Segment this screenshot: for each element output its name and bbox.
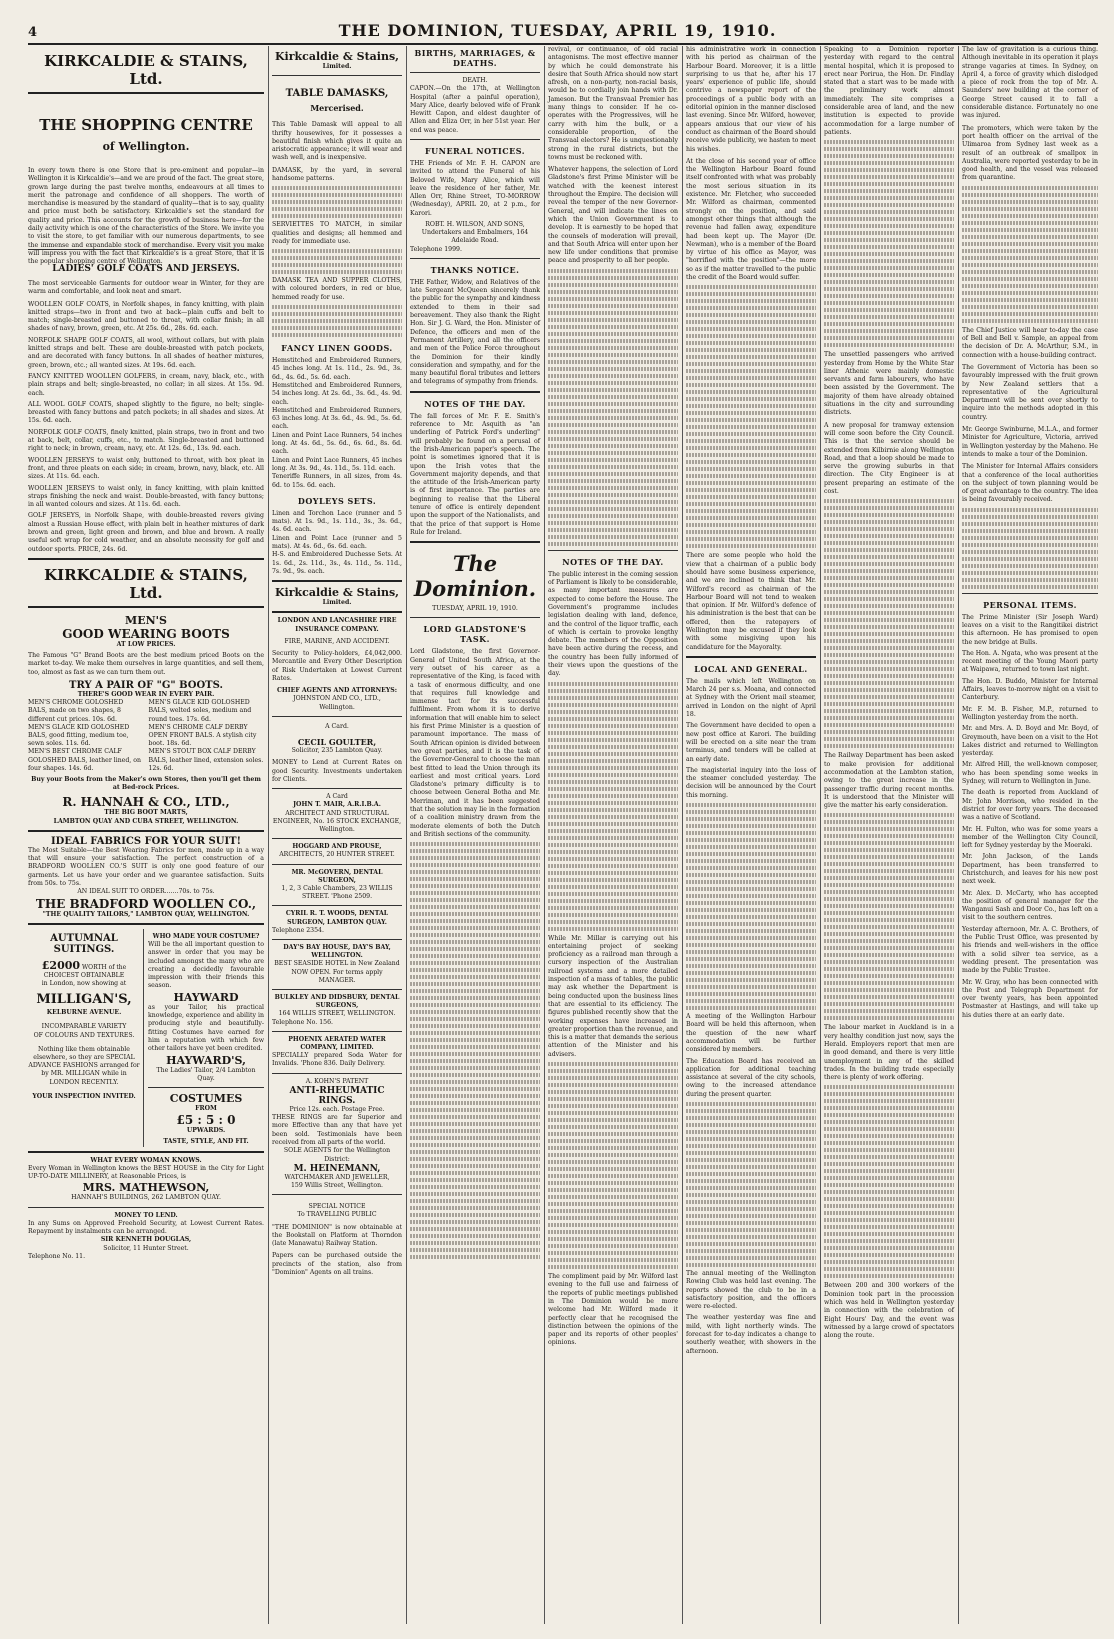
- hayward-head: WHO MADE YOUR COSTUME?: [152, 932, 260, 940]
- editorial-paragraph: revival, or continuance, of old racial antagonisms. The most effective manner by which he could demonstrate his desire that South Africa should now start afresh, on a non-party, non-racial basis, would be to cordially join hands with Dr. Jameson. But the Transvaal Premier has many things to consider. If he co-operates with the Progressives, will he carry with him the bulk, or a considerable proportion, of the Transvaal electors? He is unquestionably strong in the rural districts, but the towns must be reckoned with.: [548, 46, 678, 161]
- boots-title: GOOD WEARING BOOTS: [62, 626, 230, 641]
- shopping-centre-intro: In every town there is one Store that is pre-eminent and popular—in Wellington it is Kirkcaldie's—and we are proud of the fact. The great store, grown large during the past twelve months, endeavours at all times to merit the patronage and confidence of all shoppers. The worth of merchandise is measured by the standard of quality—that is to say, quality and price must both be satisfactory. Kirkcaldie's set the standard for quality and price. This accounts for the growth of business here—for the daily activity which is one of the characteristics of the Store. We invite you to visit the store, to get familiar with our numerous departments, to see the immense and expandable stock of merchandise. Every visit you make will impress you with the fact that Kirkcaldie's is a great Store, that it is the popular shopping centre of Wellington.: [28, 167, 264, 266]
- rings-trade: WATCHMAKER AND JEWELLER,: [284, 1173, 390, 1181]
- news-paragraph: The promoters, which were taken by the port health officer on the arrival of the Ulimaroa from Sydney last week as a result of an outbreak of smallpox in Australia, were reported yesterday to be in good health, and the vessel was released from quarantine.: [962, 124, 1098, 182]
- loan-head: MONEY TO LEND.: [114, 1211, 178, 1219]
- personal-item: Yesterday afternoon, Mr. A. C. Brothers, of the Public Trust Office, was presented by his friends and well-wishers in the office with a solid silver tea service, as a wedding present. The presentation was made by the Public Trustee.: [962, 925, 1098, 975]
- golf-item: NORFOLK GOLF COATS, finely knitted, plain straps, two in front and two at back, belt, collar, cuffs, etc., to match. Single-breasted and buttoned right to neck; in brown, cream, navy, etc. At 12s. 6d., 13s. 9d. each.: [28, 428, 264, 453]
- hayward-name: HAYWARD: [173, 990, 239, 1004]
- costumes-from: FROM: [195, 1104, 217, 1112]
- doyley-item: Linen and Torchon Lace (runner and 5 mats). At 1s. 9d., 1s. 11d., 3s., 3s. 6d., 4s. 6d. each.: [272, 509, 402, 534]
- llf-agent-town: Wellington.: [319, 703, 355, 711]
- dominion-flag: The Dominion.: [413, 551, 537, 602]
- column-4: [548, 46, 678, 1624]
- editorial-paragraph: While Mr. Millar is carrying out his entertaining project of seeking proficiency as a railroad man through a cursory inspection of the Australian railroad systems and a more detailed inspection of a mass of tables, the public may ask whether the Department is being conducted upon the business lines that are essential to its efficiency. The figures published recently show that the working expenses have increased in greater proportion than the revenue, and this is a matter that demands the serious attention of the Minister and his advisers.: [548, 934, 678, 1058]
- notes-head: NOTES OF THE DAY.: [424, 398, 526, 409]
- damask-sub: Mercerised.: [310, 103, 364, 114]
- personal-head: PERSONAL ITEMS.: [983, 599, 1077, 610]
- card2-name: JOHN T. MAIR, A.R.I.B.A.: [293, 801, 381, 809]
- hogg-sub: ARCHITECTS, 20 HUNTER STREET.: [279, 851, 395, 859]
- card1-name: CECIL GOULTER,: [297, 737, 377, 747]
- hannah-addr: LAMBTON QUAY AND CUBA STREET, WELLINGTON.: [53, 817, 239, 825]
- rings-addr: 159 Willis Street, Wellington.: [290, 1181, 384, 1189]
- column-7: [962, 46, 1098, 1624]
- women-addr: HANNAH'S BUILDINGS, 262 LAMBTON QUAY.: [71, 1194, 221, 1202]
- milligan-line: CHOICEST OBTAINABLE: [43, 971, 125, 979]
- k2-title: Kirkcaldie & Stains,: [275, 586, 399, 600]
- damask-item: DAMASK TEA AND SUPPER CLOTHS, with coloured borders, in red or blue, hemmed ready for use.: [272, 277, 402, 301]
- damask-head: TABLE DAMASKS,: [285, 88, 389, 100]
- news-paragraph: The Railway Department has been asked to make provision for additional accommodation at the Lambton station, owing to the great increase in the passenger traffic during recent months. It is understood that the Minister will give the matter his early consideration.: [824, 752, 954, 810]
- llf-title: LONDON AND LANCASHIRE FIRE INSURANCE COMPANY.: [277, 617, 397, 633]
- doyley-item: Linen and Point Lace (runner and 5 mats). At 4s. 6d., 6s. 6d. each.: [272, 534, 402, 550]
- milligan-line: OF COLOURS AND TEXTURES.: [33, 1031, 135, 1039]
- bulkley-name: BULKLEY AND DIDSBURY, DENTAL SURGEONS,: [274, 993, 400, 1010]
- milligan-line: AUTUMNAL: [50, 932, 118, 944]
- llf-sub: FIRE, MARINE, AND ACCIDENT.: [284, 637, 390, 645]
- funeral-head: FUNERAL NOTICES.: [424, 145, 526, 156]
- phoenix-name: PHOENIX AERATED WATER COMPANY, LIMITED.: [288, 1035, 386, 1051]
- personal-item: Mr. Alfred Hill, the well-known composer, who has been spending some weeks in Sydney, will return to Wellington in June.: [962, 761, 1098, 786]
- notices-sub: To TRAVELLING PUBLIC: [297, 1211, 377, 1219]
- hayward-text2: as your Tailor, his practical knowledge, experience and ability in producing style and beautifully-fitting Costumes have earned for him a reputation with which few other tailors have yet been credited.: [148, 1003, 264, 1053]
- text-lines: [824, 499, 954, 748]
- milligan-line: SUITINGS.: [53, 943, 115, 955]
- suit-text: The Most Suitable—the Best Wearing Fabrics for men, made up in a way that will ensure your satisfaction. The perfect construction of a BRADFORD WOOLLEN CO.'S SUIT is only one good feature of our garments. Let us have your order and we guarantee satisfaction. Suits from 50s. to 75s.: [28, 846, 264, 888]
- column-5: [686, 46, 816, 1624]
- doyley-item: H-S. and Embroidered Duchesse Sets. At 1s. 6d., 2s. 11d., 3s., 4s. 11d., 5s. 11d., 7s. 9d., 9s. each.: [272, 551, 402, 575]
- costumes-taste: TASTE, STYLE, AND FIT.: [163, 1138, 249, 1146]
- newspaper-page: [28, 14, 1098, 1624]
- golf-intro: The most serviceable Garments for outdoor wear in Winter, for they are warm and comfortable, and look neat and smart.: [28, 280, 264, 296]
- notices-head: SPECIAL NOTICE: [308, 1203, 366, 1211]
- milligan-line: INCOMPARABLE VARIETY: [41, 1023, 127, 1031]
- death-head: DEATH.: [462, 77, 488, 84]
- rings-text: THESE RINGS are far Superior and more Effective than any that have yet been sold. Testimonials have been received from all parts of the world.: [272, 1114, 402, 1147]
- column-2: [272, 46, 402, 1624]
- costumes-title: COSTUMES: [169, 1091, 243, 1105]
- loan-text: In any Sums on Approved Freehold Security, at Lowest Current Rates. Repayment by instalments can be arranged.: [28, 1219, 264, 1236]
- damask-item: SERVIETTES TO MATCH, in similar qualities and designs; all hemmed and ready for immediate use.: [272, 221, 402, 245]
- editorial-paragraph: At the close of his second year of office the Wellington Harbour Board found itself confronted with what was probably the most serious situation in its existence. Mr. Fletcher, who succeeded Mr. Wilford as chairman, commented strongly on the position, and said amongst other things that although the revenue had fallen away, expenditure had been kept up. The Mayor (Dr. Newman), who is a member of the Board by virtue of his office as Mayor, was "horrified with the position"—the more so as if the matter travelled to the public the credit of the Board would suffer.: [686, 157, 816, 282]
- editorial-paragraph: Whatever happens, the selection of Lord Gladstone's first Prime Minister will be watched with the keenest interest throughout the Empire. The decision will reveal the temper of the new Governor-General, and will indicate the lines on which the Union Government is to develop. It is earnestly to be hoped that the counsels of moderation will prevail, and that South Africa will enter upon her new life under conditions that promise peace and prosperity to all her people.: [548, 166, 678, 265]
- bradford-sub: "THE QUALITY TAILORS," LAMBTON QUAY, WELLINGTON.: [42, 910, 250, 918]
- days-text: BEST SEASIDE HOTEL in New Zealand NOW OPEN. For terms apply MANAGER.: [274, 960, 400, 984]
- card2-text: ARCHITECT AND STRUCTURAL ENGINEER, No. 16 STOCK EXCHANGE, Wellington.: [272, 809, 402, 833]
- milligan-ad: [28, 929, 144, 1147]
- column-6: [824, 46, 954, 1624]
- funeral-sign: ROBT. H. WILSON, AND SONS, Undertakers and Embalmers, 164 Adelaide Road.: [421, 221, 529, 245]
- damask-text: This Table Damask will appeal to all thrifty housewives, for it possesses a beautiful finish which gives it quite an aristocratic appearance; it will wear and wash well, and is inexpensive.: [272, 121, 402, 162]
- local-item: The magisterial inquiry into the loss of the steamer concluded yesterday. The decision will be announced by the Court this morning.: [686, 766, 816, 799]
- woods-phone: Telephone 2354.: [272, 926, 324, 934]
- bmd-head: BIRTHS, MARRIAGES, & DEATHS.: [414, 48, 536, 68]
- golf-item: WOOLLEN GOLF COATS, in Norfolk shapes, in fancy knitting, with plain knitted straps—two in front and two at back—plain cuffs and belt to match; single-breasted and buttoned to throat, with collar finish; in all shades of navy, brown, green, etc. At 25s. 6d., 28s. 6d. each.: [28, 300, 264, 333]
- milligan-line: Nothing like them obtainable elsewhere, so they are SPECIAL ADVANCE FASHIONS arranged for by MR. MILLIGAN while in LONDON RECENTLY.: [28, 1045, 140, 1086]
- hannah-sub: THE BIG BOOT MARTS,: [104, 809, 188, 817]
- fancy-item: Hemstitched and Embroidered Runners, 63 inches long. At 3s. 6d., 4s. 9d., 5s. 6d. each.: [272, 406, 402, 431]
- llf-text: Security to Policy-holders, £4,042,000. Mercantile and Every Other Description of Risk Undertaken at Lowest Current Rates.: [272, 650, 402, 682]
- boots-item: MEN'S GLACE KID GOLOSHED BALS, welted soles, medium and round toes. 17s. 6d.: [148, 699, 252, 723]
- boots-heading: MEN'S: [125, 613, 167, 627]
- sub-head: NOTES OF THE DAY.: [562, 556, 664, 567]
- milligan-line: YOUR INSPECTION INVITED.: [32, 1092, 136, 1100]
- text-lines: [410, 842, 540, 1259]
- text-lines: [548, 269, 678, 546]
- hayward-ad: [148, 929, 264, 1147]
- boots-sub: AT LOW PRICES.: [116, 640, 176, 648]
- text-lines: [686, 1102, 816, 1267]
- fancy-item: Hemstitched and Embroidered Runners, 54 inches long. At 2s. 6d., 3s. 6d., 4s. 9d. each.: [272, 381, 402, 406]
- news-paragraph: The law of gravitation is a curious thing. Although inevitable in its operation it plays strange vagaries at times. In Sydney, on April 4, a force of gravity which dislodged a piece of rock from the top of Mr. A. Saunders' new building at the corner of George Street caused it to fall a considerable distance. Fortunately no one was injured.: [962, 46, 1098, 120]
- local-item: A meeting of the Wellington Harbour Board will be held this afternoon, when the question of the new wharf accommodation will be further considered by members.: [686, 1013, 816, 1054]
- loan-name: SIR KENNETH DOUGLAS,: [100, 1236, 192, 1244]
- personal-item: Mr. H. Fulton, who was for some years a member of the Wellington City Council, left for Sydney yesterday by the Moeraki.: [962, 825, 1098, 850]
- bulkley-phone: Telephone No. 156.: [272, 1018, 333, 1026]
- loan-phone: Telephone No. 11.: [28, 1252, 86, 1260]
- personal-item: The death is reported from Auckland of Mr. John Morrison, who resided in the district for over forty years. The deceased was a native of Scotland.: [962, 789, 1098, 822]
- rings-price: Price 12s. each. Postage Free.: [289, 1105, 385, 1113]
- local-item: The Education Board has received an application for additional teaching assistance at several of the city schools, owing to the increased attendance during the present quarter.: [686, 1057, 816, 1098]
- news-paragraph: A new proposal for tramway extension will come soon before the City Council. This is that the service should be extended from Kilbirnie along Wellington Road, and that a loop should be made to serve the growing suburbs in that direction. The City Engineer is at present preparing an estimate of the cost.: [824, 421, 954, 496]
- personal-item: The Hon. A. Ngata, who was present at the recent meeting of the Young Maori party at Waipawa, returned to town last night.: [962, 649, 1098, 674]
- hannah-name: R. HANNAH & CO., LTD.,: [62, 795, 230, 810]
- personal-item: Mr. Alex. D. McCarty, who has accepted the position of general manager for the Wanganui Sash and Door Co., has left on a visit to the southern centres.: [962, 889, 1098, 922]
- local-item: The Government have decided to open a new post office at Karori. The building will be erected on a site near the tram terminus, and tenders will be called at an early date.: [686, 722, 816, 763]
- hayward-text: Will be the all important question to answer in order that you may be included amongst the many who are creating a decidedly favourable impression with their friends this season.: [148, 940, 264, 990]
- golf-item: ALL WOOL GOLF COATS, shaped slightly to the figure, no belt; single-breasted with fancy buttons and patch pockets; in all shades and sizes. At 15s. 6d. each.: [28, 400, 264, 425]
- news-paragraph: Speaking to a Dominion reporter yesterday with regard to the central mental hospital, which it is proposed to erect near Porirua, the Hon. Dr. Findlay stated that a start was to be made with the preliminary work almost immediately. The site comprises a considerable area of land, and the new institution is expected to provide accommodation for a large number of patients.: [824, 46, 954, 136]
- funeral-phone: Telephone 1999.: [410, 245, 462, 253]
- doyley-head: DOYLEYS SETS.: [297, 495, 377, 506]
- golf-item: WOOLLEN JERSEYS to waist only, buttoned to throat, with box pleat in front, and three pleats on each side; in cream, brown, navy, black, etc. All sizes. At 11s. 6d. each.: [28, 456, 264, 481]
- costumes-up: UPWARDS.: [186, 1127, 226, 1135]
- boots-intro: The Famous "G" Brand Boots are the best medium priced Boots on the market to-day. We make them ourselves in large quantities, and sell them, too, almost as fast as we can turn them out.: [28, 652, 264, 676]
- personal-item: The Prime Minister (Sir Joseph Ward) leaves on a visit to the Rangitikei district this afternoon. He has promised to open the new bridge at Bulls.: [962, 613, 1098, 646]
- loan-addr: Solicitor, 11 Hunter Street.: [103, 1244, 189, 1252]
- fancy-item: Linen and Point Lace Runners, 54 inches long. At 4s. 6d., 5s. 6d., 6s. 6d., 8s. 6d. each.: [272, 431, 402, 456]
- woods-name: CYRIL R. T. WOODS, DENTAL SURGEON, LAMBTON QUAY.: [285, 910, 389, 926]
- card2-head: A Card: [326, 793, 348, 801]
- page-number: 4: [28, 25, 38, 40]
- suit-title: IDEAL FABRICS FOR YOUR SUIT!: [50, 835, 242, 847]
- thanks-text: THE Father, Widow, and Relatives of the late Sergeant McQueen sincerely thank the public for the sympathy and kindness extended to them in their sad bereavement. They also thank the Right Hon. Sir J. G. Ward, the Hon. Minister of Defence, the officers and men of the Permanent Artillery, and all the officers and men of the Police Force throughout the Dominion for their kindly consideration and sympathy, and for the many beautiful floral tributes and letters and telegrams of sympathy from friends.: [410, 278, 540, 386]
- news-paragraph: The labour market in Auckland is in a very healthy condition just now, says the Herald. Employers report that men are in good demand, and there is very little unemployment in any of the skilled trades. In the building trade especially there is plenty of work offering.: [824, 1024, 954, 1082]
- golf-heading: LADIES' GOLF COATS AND JERSEYS.: [52, 264, 240, 274]
- column-3: [410, 46, 540, 1624]
- news-paragraph: The Chief Justice will hear to-day the case of Bell and Bell v. Sample, an appeal from the decision of Dr. A. McArthur, S.M., in connection with a house-building contract.: [962, 326, 1098, 359]
- hayward-addr: The Ladies' Tailor, 2/4 Lambton Quay.: [156, 1066, 256, 1082]
- price-list: [272, 186, 402, 218]
- bradford-name: THE BRADFORD WOOLLEN CO.,: [35, 896, 257, 911]
- boots-item: MEN'S BEST CHROME CALF GOLOSHED BALS, leather lined, on four shapes. 14s. 6d.: [28, 748, 141, 772]
- price-list: [272, 305, 402, 337]
- suit-order: AN IDEAL SUIT TO ORDER.......70s. to 75s.: [77, 888, 215, 896]
- text-lines: [548, 1062, 678, 1269]
- card1-text: Solicitor, 235 Lambton Quay.: [291, 747, 383, 754]
- k2-limited: Limited.: [322, 599, 352, 607]
- hogg-name: HOGGARD AND PROUSE,: [292, 843, 382, 851]
- mcgovern-name: MR. McGOVERN, DENTAL SURGEON,: [291, 868, 383, 884]
- notes-text: The fall forces of Mr. F. E. Smith's reference to Mr. Asquith as "an underling of Patrick Ford's underling" will probably be found on a perusal of the Irish-American paper's speech. The point is sometimes ignored that it is upon the Irish votes that the Government majority depends, and that the attitude of the Irish-American party is of first importance. The parties are beginning to realise that the Liberal tenure of office is entirely dependent upon the support of the Nationalists, and that the price of that support is Home Rule for Ireland.: [410, 412, 540, 536]
- women-text: Every Woman in Wellington knows the BEST HOUSE in the City for Light UP-TO-DATE MILLINERY, at Reasonable Prices, is: [28, 1164, 264, 1181]
- editorial-paragraph: his administrative work in connection with his period as chairman of the Harbour Board. Moreover, it is a little surprising to us that he, after his 17 years' experience of public life, should contrive a newspaper report of the proceedings of a public body with an editorial opinion in the manner disclosed last evening. Since Mr. Wilford, however, appears anxious that our view of his conduct as chairman of the Board should receive wide publicity, we hasten to meet his wishes.: [686, 46, 816, 153]
- days-name: DAY'S BAY HOUSE, DAY'S BAY, WELLINGTON.: [283, 943, 391, 960]
- editorial-paragraph: The public interest in the coming session of Parliament is likely to be considerable, as many important measures are expected to come before the House. The Government's programme includes legislation dealing with land, defence, and the control of the liquor traffic, each of which is certain to provoke lengthy debate. The members of the Opposition have been active during the recess, and the country has been fully informed of their views upon the questions of the day.: [548, 570, 678, 678]
- column-1: [28, 46, 264, 1624]
- rings-title: ANTI-RHEUMATIC RINGS.: [289, 1085, 385, 1106]
- editorial-paragraph: The compliment paid by Mr. Wilford last evening to the full use and fairness of the reports of public meetings published in The Dominion would be more welcome had Mr. Wilford made it perfectly clear that he recognised the distinction between the opinions of the paper and its reports of other peoples' opinions.: [548, 1273, 678, 1347]
- boots-try-sub: THERE'S GOOD WEAR IN EVERY PAIR.: [77, 691, 215, 698]
- text-lines: [962, 508, 1098, 589]
- fancy-head: FANCY LINEN GOODS.: [281, 343, 393, 354]
- text-lines: [824, 813, 954, 1020]
- damask-item: DAMASK, by the yard, in several handsome patterns.: [272, 166, 402, 182]
- card1-money: MONEY to Lend at Current Rates on good Security. Investments undertaken for Clients.: [272, 759, 402, 783]
- boots-item: MEN'S STOUT BOX CALF DERBY BALS, leather lined, extension soles. 12s. 6d.: [148, 748, 264, 772]
- funeral-text: THE Friends of Mr. F. H. CAPON are invited to attend the Funeral of his Beloved Wife, Mary Alice, which will leave the residence of her father, Mr. Allen Orr, Rhine Street, TO-MORROW (Wednesday), APRIL 20, at 2 p.m., for Karori.: [410, 159, 540, 217]
- milligan-line: WORTH of the: [81, 963, 127, 971]
- kirkcaldie-title-2: KIRKCALDIE & STAINS, Ltd.: [44, 565, 248, 602]
- local-item: The mails which left Wellington on March 24 per s.s. Moana, and connected at Sydney with the Orient mail steamer, arrived in London on the night of April 18.: [686, 677, 816, 719]
- milligan-amount: £2000: [41, 958, 81, 972]
- bulkley-addr: 164 WILLIS STREET, WELLINGTON.: [278, 1010, 396, 1018]
- leader-head: LORD GLADSTONE'S TASK.: [423, 624, 527, 645]
- personal-item: Mr. W. Gray, who has been connected with the Post and Telegraph Department for over twenty years, has been appointed Postmaster at Hastings, and will take up his duties there at an early date.: [962, 978, 1098, 1019]
- notices-text2: Papers can be purchased outside the precincts of the station, also from "Dominion" Agents on all trains.: [272, 1252, 402, 1277]
- women-name: MRS. MATHEWSON,: [82, 1181, 210, 1195]
- k-limited: Limited.: [322, 63, 352, 70]
- phoenix-text: SPECIALLY prepared Soda Water for Invalids. 'Phone 836. Daily Delivery.: [272, 1052, 402, 1068]
- text-lines: [824, 140, 954, 347]
- flag-date: TUESDAY, APRIL 19, 1910.: [432, 605, 518, 613]
- text-lines: [686, 285, 816, 548]
- golf-item: GOLF JERSEYS, in Norfolk Shape, with double-breasted revers giving almost a Russian House effect, with plain belt in heather mixtures of dark brown and green, light green and brown, and blue and brown. A really useful soft wrap for cold weather, and an absolute necessity for golf and outdoor sports. PRICE, 24s. 6d.: [28, 512, 264, 553]
- card1-head: A Card.: [325, 722, 349, 730]
- boots-item: MEN'S GLACE KID GOLOSHED BALS, good fitting, medium toe, sewn soles. 11s. 6d.: [28, 723, 130, 748]
- editorial-paragraph: There are some people who hold the view that a chairman of a public body should have some business experience, and we are inclined to think that Mr. Wilford's record as chairman of the Harbour Board will not tend to weaken that opinion. If Mr. Wilford's defence of his administration is the best that can be offered, then the ratepayers of Wellington may be excused if they look with some misgiving upon his candidature for the Mayoralty.: [686, 552, 816, 651]
- local-item: The annual meeting of the Wellington Rowing Club was held last evening. The reports showed the club to be in a satisfactory position, and the officers were re-elected.: [686, 1270, 816, 1311]
- personal-item: Mr. F. M. B. Fisher, M.P., returned to Wellington yesterday from the north.: [962, 705, 1098, 721]
- llf-agents: CHIEF AGENTS AND ATTORNEYS:: [276, 687, 398, 695]
- shopping-centre-sub: of Wellington.: [102, 140, 190, 153]
- local-item: The weather yesterday was fine and mild, with light northerly winds. The forecast for to-day indicates a change to southerly weather, with showers in the afternoon.: [686, 1314, 816, 1355]
- thanks-head: THANKS NOTICE.: [430, 264, 520, 275]
- golf-item: NORFOLK SHAPE GOLF COATS, all wool, without collars, but with plain knitted straps and belt. These are double-breasted with patch pockets, and are decorated with fancy buttons. In all shades of heather mixtures, green, brown, etc.; all wanted sizes. At 19s. 6d. each.: [28, 336, 264, 369]
- news-paragraph: The unsettled passengers who arrived yesterday from Home by the White Star liner Athenic were mainly domestic servants and farm labourers, who have been assisted by the Government. The majority of them have already obtained situations in the city and surrounding districts.: [824, 351, 954, 417]
- fancy-item: Linen and Point Lace Runners, 45 inches long. At 3s. 9d., 4s. 11d., 5s. 11d. each.: [272, 456, 402, 472]
- leader-text: Lord Gladstone, the first Governor-General of United South Africa, at the very outset of his career as a representative of the King, is faced with a task of enormous difficulty, and one that requires full knowledge and immense tact for its successful fulfilment. From whom it is to derive information that will enable him to select his first Prime Minister is a question of paramount importance. The mass of South African opinion is divided between two great parties, and it is the task of the Governor-General to choose the man best fitted to lead the Union through its earliest and most critical years. Lord Gladstone's primary difficulty is to choose between General Botha and Mr. Merriman, and it has been suggested that the solution may lie in the formation of a coalition ministry drawn from the moderate elements of both the Dutch and British sections of the community.: [410, 648, 540, 838]
- local-head: LOCAL AND GENERAL.: [694, 663, 808, 674]
- rings-name: M. HEINEMANN,: [293, 1163, 381, 1174]
- news-paragraph: The Government of Victoria has been so favourably impressed with the fruit grown by New Zealand settlers that a representative of the Agricultural Department will be sent over shortly to inquire into the methods adopted in this country.: [962, 363, 1098, 421]
- personal-item: Mr. and Mrs. A. D. Boyd and Mr. Boyd, of Greymouth, have been on a visit to the Hot Lakes district and returned to Wellington yesterday.: [962, 725, 1098, 758]
- rings-agents: SOLE AGENTS for the Wellington District:: [283, 1147, 391, 1163]
- boots-item: MEN'S CHROME GOLOSHED BALS, made on two shapes, 8 different cut prices. 10s. 6d.: [28, 699, 124, 723]
- boots-item: MEN'S CHROME CALF DERBY OPEN FRONT BALS. A stylish city boot. 18s. 6d.: [148, 723, 257, 748]
- milligan-name: MILLIGAN'S,: [36, 992, 132, 1008]
- shopping-centre-heading: THE SHOPPING CENTRE: [39, 116, 253, 134]
- fancy-item: Teneriffe Runners, in all sizes, from 4s. 6d. to 15s. 6d. each.: [272, 473, 402, 489]
- milligan-line: in London, now showing at: [41, 979, 127, 987]
- rings-head: A. KOHN'S PATENT: [305, 1077, 369, 1085]
- golf-item: FANCY KNITTED WOOLLEN GOLFERS, in cream, navy, black, etc., with plain straps and belt; single-breasted, no collar; in all sizes. At 15s. 9d. each.: [28, 372, 264, 397]
- llf-agent-name: JOHNSTON AND CO., LTD.,: [293, 695, 381, 703]
- mcgovern-addr: 1, 2, 3 Cable Chambers, 23 WILLIS STREET. 'Phone 2509.: [281, 884, 393, 901]
- kirkcaldie-title: KIRKCALDIE & STAINS, Ltd.: [44, 52, 248, 88]
- news-paragraph: The Minister for Internal Affairs considers that a conference of the local authorities on the subject of town planning would be of great advantage to the country. The idea is being favourably received.: [962, 463, 1098, 504]
- milligan-addr: KELBURNE AVENUE.: [46, 1009, 122, 1017]
- boots-buy: Buy your Boots from the Maker's own Stores, then you'll get them at Bed-rock Prices.: [31, 776, 261, 792]
- golf-item: WOOLLEN JERSEYS to waist only, in fancy knitting, with plain knitted straps finishing the neck and waist. Double-breasted, with fancy buttons; in all wanted colours and sizes. At 11s. 6d. each.: [28, 484, 264, 509]
- hayward-name2: HAYWARD'S,: [166, 1053, 246, 1067]
- costumes-price: £5 : 5 : 0: [176, 1113, 236, 1128]
- personal-item: The Hon. D. Buddo, Minister for Internal Affairs, leaves to-morrow night on a visit to Canterbury.: [962, 677, 1098, 702]
- boots-try: TRY A PAIR OF "G" BOOTS.: [69, 680, 223, 691]
- news-paragraph: Mr. George Swinburne, M.L.A., and former Minister for Agriculture, Victoria, arrived in Wellington yesterday by the Maheno. He intends to make a tour of the Dominion.: [962, 426, 1098, 458]
- k-title: Kirkcaldie & Stains,: [275, 50, 399, 63]
- women-head: WHAT EVERY WOMAN KNOWS.: [90, 1156, 202, 1164]
- news-paragraph: Between 200 and 300 workers of the Dominion took part in the procession which was held in Wellington yesterday in connection with the celebration of Eight Hours' Day, and the event was witnessed by a large crowd of spectators along the route.: [824, 1282, 954, 1340]
- text-lines: [962, 186, 1098, 323]
- personal-item: Mr. John Jackson, of the Lands Department, has been transferred to Christchurch, and leaves for his new post next week.: [962, 853, 1098, 886]
- price-list: [272, 249, 402, 274]
- text-lines: [686, 803, 816, 1010]
- death-text: CAPON.—On the 17th, at Wellington Hospital (after a painful operation), Mary Alice, dearly beloved wife of Frank Hewitt Capon, and eldest daughter of Allen and Eliza Orr, in her 51st year. Her end was peace.: [410, 85, 540, 134]
- masthead: [28, 14, 1098, 45]
- fancy-item: Hemstitched and Embroidered Runners, 45 inches long. At 1s. 11d., 2s. 9d., 3s. 6d., 4s. 6d., 5s. 6d. each.: [272, 357, 402, 381]
- text-lines: [548, 682, 678, 931]
- masthead-title: THE DOMINION, TUESDAY, APRIL 19, 1910.: [338, 21, 777, 40]
- notices-text: "THE DOMINION" is now obtainable at the Bookstall on Platform at Thorndon (late Manawatu) Railway Station.: [272, 1223, 402, 1248]
- text-lines: [824, 1085, 954, 1278]
